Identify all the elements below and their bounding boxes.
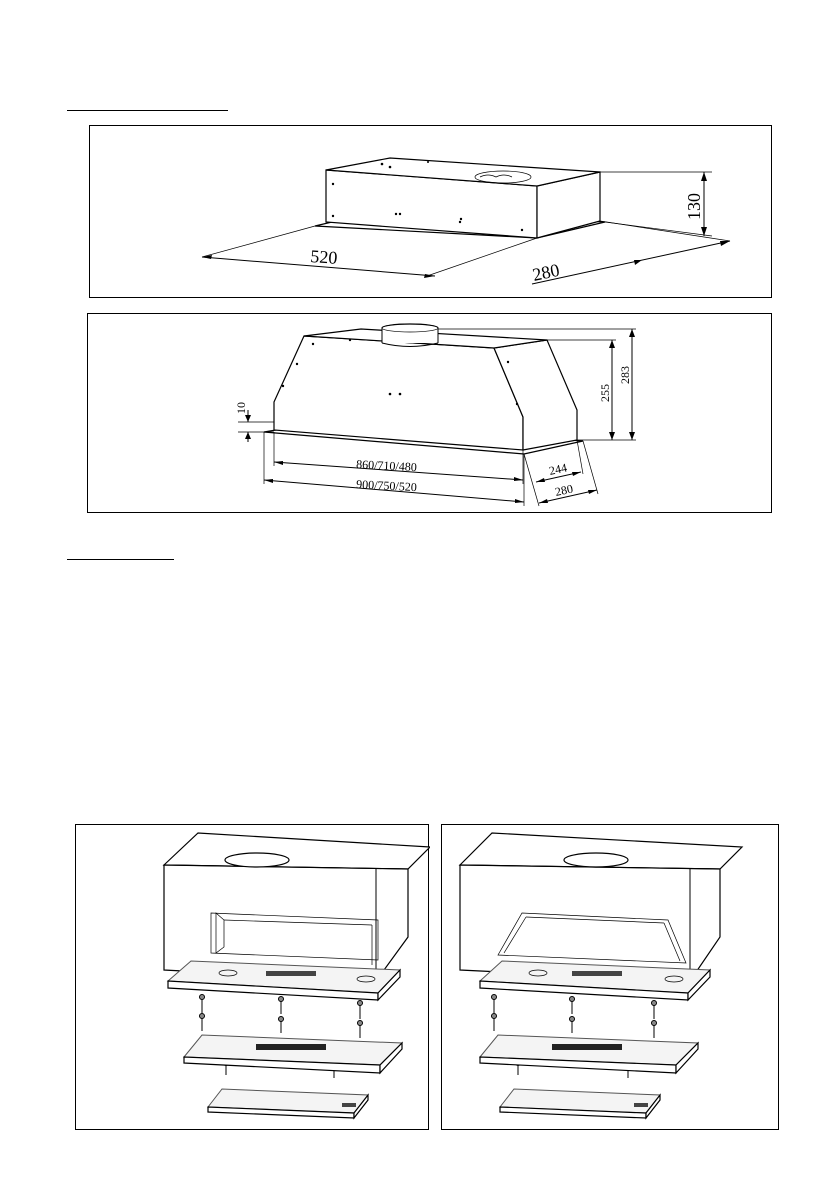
diagram-flat-hood-frame: [89, 125, 772, 298]
diagram-flat-hood: [90, 126, 773, 299]
dimension-outer-depth-label: 280: [553, 481, 575, 499]
dimension-inner-width-label: 860/710/480: [355, 457, 418, 475]
installation-illustration-left-frame: [75, 824, 429, 1130]
diagram-insert-hood-frame: [87, 313, 772, 513]
installation-illustration-left: [76, 825, 430, 1131]
dimension-width-label: 520: [309, 246, 339, 268]
section-heading-dimensions-underline: [67, 110, 228, 111]
section-heading-installation-underline: [67, 559, 174, 560]
diagram-insert-hood: [88, 314, 773, 514]
dimension-depth-label: 280: [530, 259, 562, 285]
installation-illustration-right: [442, 825, 780, 1131]
dimension-body-height-label: 255: [598, 384, 612, 402]
dimension-inner-depth-label: 244: [547, 460, 569, 478]
installation-illustration-right-frame: [441, 824, 779, 1130]
dimension-lip-label: 10: [234, 402, 248, 414]
dimension-height-label: 130: [684, 193, 704, 220]
dimension-total-height-label: 283: [618, 366, 632, 384]
dimension-outer-width-label: 900/750/520: [355, 477, 418, 495]
